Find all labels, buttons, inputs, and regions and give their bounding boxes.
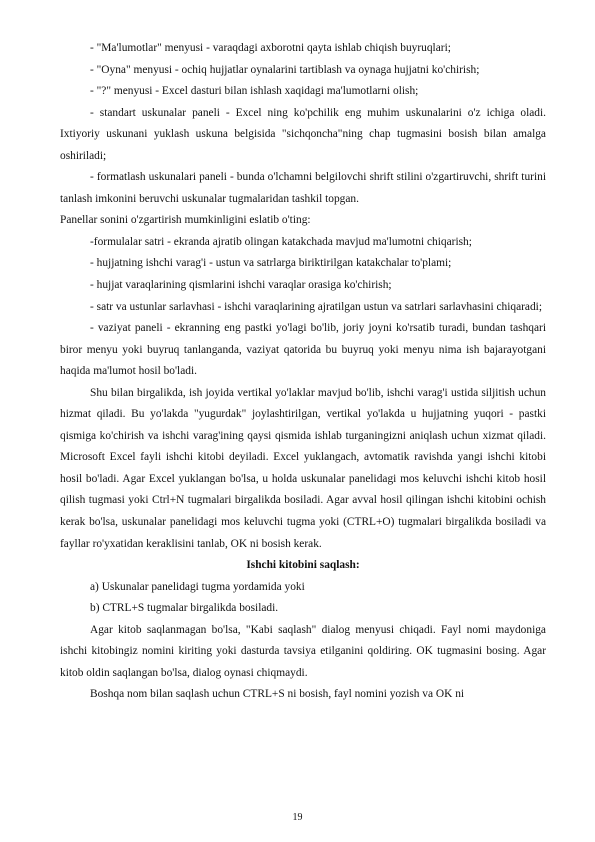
menu-help-item: - "?" menyusi - Excel dasturi bilan ishlash xaqidagi ma'lumotlarni olish;	[90, 85, 419, 98]
menu-window-item: - "Oyna" menyusi - ochiq hujjatlar oynalarini tartiblash va oynaga hujjatni ko'chirish;	[90, 63, 480, 76]
page-number: 19	[292, 812, 303, 823]
save-as-dialog-paragraph: Agar kitob saqlanmagan bo'lsa, "Kabi saqlash" dialog menyusi chiqadi. Fayl nomi maydoniga ishchi kitobingiz nomini kiriting yoki dasturda tavsiya etilganini qoldiring. OK tugmasini bosing. Agar kitob oldin saqlangan bo'lsa, dialog oynasi chiqmaydi.	[60, 623, 546, 679]
status-bar-item: - vaziyat paneli - ekranning eng pastki yo'lagi bo'lib, joriy joyni ko'rsatib turadi, bundan tashqari biror menyu yoki buyruq tanlanganda, vaziyat qatorida bu buyruq yoki menyu nima ish bajarayotgani haqida ma'lumot hosil bo'ladi.	[60, 322, 546, 378]
row-column-headers-item: - satr va ustunlar sarlavhasi - ishchi varaqlarining ajratilgan ustun va satrlari sarlavhasini chiqaradi;	[90, 300, 542, 313]
menu-data-item: - "Ma'lumotlar" menyusi - varaqdagi axborotni qayta ishlab chiqish buyruqlari;	[90, 42, 451, 54]
section-heading: Ishchi kitobini saqlash:	[246, 559, 360, 572]
scrollbars-workbook-paragraph: Shu bilan birgalikda, ish joyida vertikal yo'laklar mavjud bo'lib, ishchi varag'i ustida siljitish uchun hizmat qiladi. Bu yo'lakda "yugurdak" joylashtirilgan, vertikal yo'lakda u hujjatning yuqori - pastki qismiga ko'chirish va ishchi varag'ining qaysi qismida ishlab turganingizni aniqlash uchun xizmat qiladi. Microsoft Excel fayli ishchi kitobi deyiladi. Excel yuklangach, avtomatik ravishda yangi ishchi kitobi hosil bo'ladi. Agar Excel yuklangan bo'lsa, u holda uskunalar panelidagi mos keluvchi ishchi kitob hosil qilish tugmasi yoki Ctrl+N tugmalari birgalikda bosiladi. Agar avval hosil qilingan ishchi kitobini ochish kerak bo'lsa, uskunalar panelidagi mos keluvchi tugma yoki (CTRL+O) tugmalari birgalikda bosiladi va fayllar ro'yxatidan keraklisini tanlab, OK ni bosish kerak.	[60, 386, 546, 550]
save-other-name-paragraph: Boshqa nom bilan saqlash uchun CTRL+S ni bosish, fayl nomini yozish va OK ni	[90, 688, 465, 701]
worksheet-item: - hujjatning ishchi varag'i - ustun va satrlarga biriktirilgan katakchalar to'plami;	[90, 257, 452, 270]
save-option-a: a) Uskunalar panelidagi tugma yordamida yoki	[90, 580, 305, 593]
formula-bar-item: -formulalar satri - ekranda ajratib olingan katakchada mavjud ma'lumotni chiqarish;	[90, 235, 472, 248]
document-page	[60, 38, 546, 706]
format-toolbar-paragraph: - formatlash uskunalari paneli - bunda o'lchamni belgilovchi shrift stilini o'zgartiruvchi, shrift turini tanlash imkonini beruvchi uskunalar tugmalaridan tashkil topgan.	[60, 171, 546, 205]
save-option-b: b) CTRL+S tugmalar birgalikda bosiladi.	[90, 602, 279, 615]
sheet-parts-item: - hujjat varaqlarining qismlarini ishchi varaqlar orasiga ko'chirish;	[90, 279, 392, 292]
panels-intro-paragraph: Panellar sonini o'zgartirish mumkinligini eslatib o'ting:	[60, 214, 311, 227]
standard-toolbar-paragraph: - standart uskunalar paneli - Excel ning ko'pchilik eng muhim uskunalarini o'z ichiga oladi. Ixtiyoriy uskunani yuklash uskuna belgisida "sichqoncha"ning chap tugmasini bosish bilan amalga oshiriladi;	[60, 106, 546, 162]
